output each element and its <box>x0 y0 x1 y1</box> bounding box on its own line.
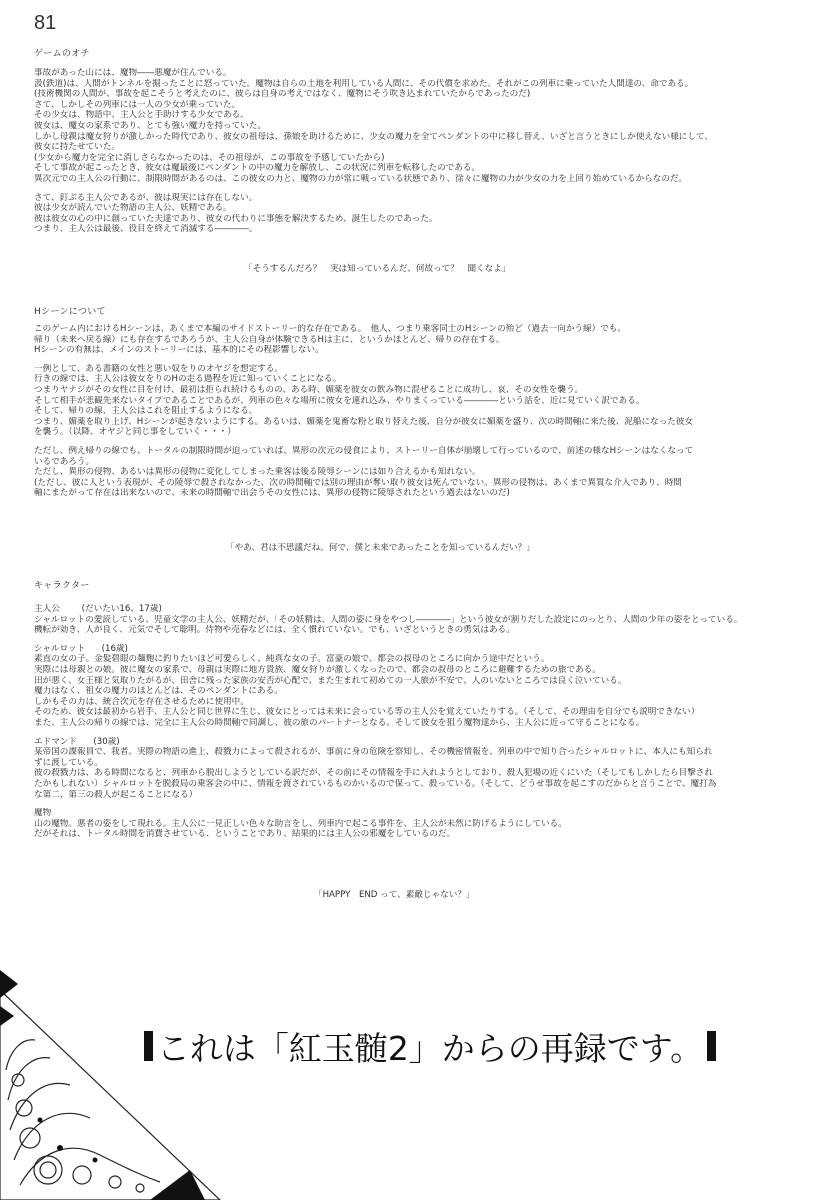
reprint-notice <box>140 1024 720 1068</box>
body-line: (ただし、彼に人という表現が、その陵辱で殺されなかった、次の時間軸では別の理由が奪い取り彼女は死んでいない。異形の侵物は、あくまで異質な介入であり、時間 <box>34 477 682 488</box>
section-heading-game-end: ゲームのオチ <box>34 49 90 59</box>
quote-h-scene: 「やあ、君は不思議だね。何で、僕と未来であったことを知っているんだい？」 <box>226 543 535 553</box>
section-heading-characters: キャラクター <box>34 581 90 591</box>
reprint-notice-text: これは「紅玉髄2」からの再録です。 <box>156 1028 704 1068</box>
body-line: ずに渡している。 <box>34 757 103 768</box>
edmond-name: エドマンド <box>34 736 77 747</box>
body-line: そして事故が起こったとき、彼女は魔最後にペンダントの中の魔力を解放し、この状況に列車を転移したのである。 <box>34 163 481 174</box>
body-line: 某帝国の諜報員で、我者。実際の物語の進上、殺戮力によって殺されるが、事前に身の危険を察知し、その機密情報を、列車の中で知り合ったシャルロットに、本人にも知られ <box>34 747 713 758</box>
body-line: 帰り（未来へ戻る線）にも存在するであろうが、主人公自身が体験できるHは主に、というかほとんど、帰りの存在する。 <box>34 334 505 345</box>
body-line: 一例として、ある書籍の女性と悪い奴をりのオヤジを想定する。 <box>34 363 283 374</box>
black-square-icon <box>144 1031 153 1061</box>
page-number: 81 <box>34 12 57 34</box>
body-line: しかもその力は、統合次元を存在させるために使用中。 <box>34 696 249 707</box>
game-end-body <box>34 68 809 235</box>
characters-body <box>34 604 809 840</box>
body-line: つまりヤナジがその女性に目を付け、最初は拒られ続けるものの、ある時、媚薬を彼女の飲み物に混ぜることに成功し、哀、その女性を襲う。 <box>34 384 584 395</box>
body-line: 異次元での主人公の行動に、制限時間があるのは、この彼女の力と、魔物の力が常に戦っている状態であり、徐々に魔物の力が少女の力を上回り始めているからなのだ。 <box>34 173 688 184</box>
body-line: さて、しかしその列車には一人の少女が乗っていた。 <box>34 99 241 110</box>
body-line: ただし、例え帰りの線でも、トータルの制限時間が迫っていれば、異形の次元の侵食により、ストーリー自体が崩壊して行っているので、前述の様なHシーンはなくなって <box>34 445 694 456</box>
character-name-line <box>34 808 809 819</box>
body-line: 機転が効き、人が良く、元気でそして聡明。侍物や売春などには、全く慣れていない。でも、いざというときの勇気はある。 <box>34 625 515 636</box>
body-line: な第二、第三の殺人が起こることになる） <box>34 789 198 800</box>
body-line: このゲーム内におけるHシーンは、あくまで本編のサイドストーリー的な存在である。 他人、つまり乗客同士のHシーンの殆ど（過去一向かう線）でも、 <box>34 324 626 334</box>
body-line: 軸にまたがって存在は出来ないので、未来の時間軸で出会うその女性には、異形の侵物に陵辱されたという過去はないのだ) <box>34 488 510 499</box>
body-line: また、主人公の帰りの線では、完全に主人公の時間軸で同調し、彼の旅のパートナーとなる。そして彼女を狙う魔物達から、主人公に近って守ることになる。 <box>34 717 645 728</box>
hero-age: (だいたい16、17歳) <box>81 604 162 614</box>
body-line: いるであろう。 <box>34 456 95 467</box>
body-line: 彼は彼女の心の中に創っていた夫達であり、彼女の代わりに事態を解決するため、誕生したのであった。 <box>34 213 438 224</box>
body-line: 事故があった山には、魔物――悪魔が住んでいる。 <box>34 68 232 78</box>
body-line: シャルロットの愛読している、児童文学の主人公、妖精だが、「その妖精は、人間の姿に身をやつし――――」という彼女が割りだした設定にのっとり、人間の少年の姿をとっている。 <box>34 614 743 625</box>
body-line: Hシーンの有無は、メインのストーリーには、基本的にその程影響しない。 <box>34 345 324 356</box>
body-line: たかもしれない）シャルロットを脱殺局の乗客会の中に、情報を渡されているものかいるので保って、殺っている。（そして、どうせ事故を起こすのだからと言うことで、魔打為 <box>34 778 717 789</box>
character-name-line <box>34 737 809 748</box>
body-line: 彼の殺戮力は、ある時間になると、列車から脱出しようとしている訳だが、その前にその情報を手に入れようとしており、殺人犯場の近くにいた（そしてもしかしたら目撃され <box>34 768 713 779</box>
character-name-line <box>34 604 809 615</box>
section-heading-h-scene: Hシーンについて <box>34 307 106 317</box>
body-line: 実際には母親との娘。彼に魔女の家系で、母親は実際に地方貴族、魔女狩りが激しくなったので、都会の叔母のところに避難するための旅である。 <box>34 664 601 675</box>
black-square-icon <box>707 1031 716 1061</box>
body-line: その少女は、物語中、主人公と手助けする少女である。 <box>34 110 249 121</box>
charlotte-age: (16歳) <box>101 643 128 654</box>
monster-name: 魔物 <box>34 808 52 819</box>
hero-name: 主人公 <box>34 604 60 614</box>
ornament-decoration <box>0 970 230 1200</box>
body-line: 素直の女の子。金髪碧眼の麺麭に釣りたいほど可愛らしく、純真な女の子。富豪の娘で、都会の叔母のところに向かう途中だという。 <box>34 654 550 665</box>
character-name-line <box>34 644 809 655</box>
body-line: 田が悪く、女王様と気取りたがるが、田舎に残った家族の安否が心配で、また生まれて初めての一人旅が不安で、人のいないところでは良く泣いている。 <box>34 675 627 686</box>
body-line: さて、釘ぶる主人公であるが、彼は現実には存在しない。 <box>34 192 258 203</box>
body-line: そして、帰りの線、主人公はこれを阻止するようになる。 <box>34 406 258 417</box>
body-line: 行きの線では、主人公は彼女をりのHの走る過程を近に知っていくことになる。 <box>34 374 342 385</box>
body-line: (少女から魔力を完全に消しさらなかったのは、その祖母が、この事故を予感していたから) <box>34 152 385 163</box>
body-line: つまり、主人公は最後、役目を終えて消滅する――――。 <box>34 224 258 235</box>
body-line: だがそれは、トータル時間を消費させている、ということであり、結果的には主人公の邪魔をしているのだ。 <box>34 829 456 840</box>
body-line: しかし母親は魔女狩りが激しかった時代であり、彼女の祖母は、孫娘を助けるために、少女の魔力を全てペンダントの中に移し替え、いざと言うときにしか使えない様にして、 <box>34 131 713 142</box>
body-line: そして相手が悲観先来ないタイプであることであるが、列車の色々な場所に彼女を連れ込み、やりまくっている――――という話を、近に見ていく訳である。 <box>34 395 645 406</box>
body-line: を襲う。（以降、オヤジと同じ事をしていく・・・） <box>34 427 236 438</box>
body-line: 魔力はなく、祖女の魔力のほとんどは、そのペンダントにある。 <box>34 686 283 697</box>
body-line: (技術機関の人間が、事故を起こそうと考えたのに、彼らは自身の考えではなく、魔物にそう吹き込まれていたからであったのだ) <box>34 89 531 100</box>
quote-characters: 「HAPPY END って、素敵じゃない？」 <box>314 890 475 900</box>
h-scene-body <box>34 324 809 499</box>
body-line: 彼女は、魔女の家系であり、とても強い魔力を持っていた。 <box>34 120 267 131</box>
quote-game-end: 「そうするんだろ？ 実は知っているんだ、何故って？ 聞くなよ」 <box>244 264 511 274</box>
edmond-age: (30歳) <box>93 736 120 747</box>
body-line: そのため、彼女は最初から岩手、主人公と同じ世界に生じ、彼女にとっては未来に会っている等の主人公を覚えていたりする。（そして、その理由を自分でも説明できない） <box>34 707 700 718</box>
body-line: 汲(鉄道)は、人間がトンネルを掘ったことに怒っていた。魔物は自らの土地を利用している人間に、その代償を求めた。それがこの列車に乗っていた人間達の、命である。 <box>34 78 694 89</box>
body-line: 彼は少女が読んでいた物語の主人公、妖精である。 <box>34 203 232 214</box>
body-line: つまり、媚薬を取り上げ、Hシーンが起きないようにする。あるいは、媚薬を鬼畜な粉と取り替えた後、自分が彼女に媚薬を盛り、次の時間軸に来た後、泥船になった彼女 <box>34 416 694 427</box>
body-line: ただし、異形の侵物、あるいは異形の侵物に変化してしまった乗客は後る陵辱シーンには如り合えるかも知れない。 <box>34 467 481 478</box>
charlotte-name: シャルロット <box>34 643 86 654</box>
body-line: 山の魔物。悪者の姿をして現れる。主人公に一見正しい色々な助言をし、列車内で起こる事件を、主人公が未然に防げるようにしている。 <box>34 818 567 829</box>
body-line: 彼女に持たせていた。 <box>34 142 120 153</box>
